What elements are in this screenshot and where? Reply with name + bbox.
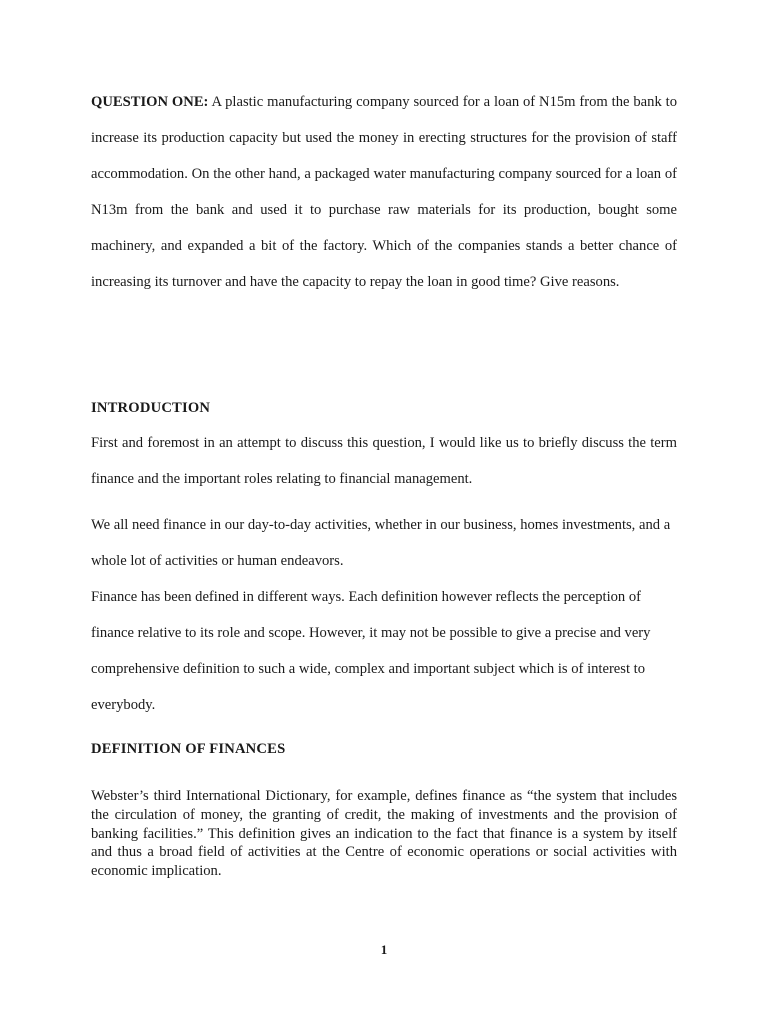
introduction-paragraph-3: Finance has been defined in different ways. Each definition however reflects the perception of finance relative to its role and scope. However, it may not be possible to give a precise and very comprehensive definition to such a wide, complex and important subject which is of interest to everybody. [91, 589, 651, 713]
page-number: 1 [380, 942, 388, 957]
introduction-paragraph-1: First and foremost in an attempt to discuss this question, I would like us to briefly discuss the term finance and the important roles relating to financial management. [91, 435, 677, 487]
introduction-paragraph-2: We all need finance in our day-to-day activities, whether in our business, homes investments, and a whole lot of activities or human endeavors. [91, 517, 671, 569]
definition-heading: DEFINITION OF FINANCES [91, 741, 286, 757]
question-text: A plastic manufacturing company sourced for a loan of N15m from the bank to increase its production capacity but used the money in erecting structures for the provision of staff accommodation. On the other hand, a packaged water manufacturing company sourced for a loan of N13m from the bank and used it to purchase raw materials for its production, bought some machinery, and expanded a bit of the factory. Which of the companies stands a better chance of increasing its turnover and have the capacity to repay the loan in good time? Give reasons. [91, 94, 677, 290]
introduction-heading: INTRODUCTION [91, 400, 211, 416]
definition-paragraph: Webster’s third International Dictionary, for example, defines finance as “the system that includes the circulation of money, the granting of credit, the making of investments and the provision of banking facilities.” This definition gives an indication to the fact that finance is a system by itself and thus a broad field of activities at the Centre of economic operations or social activities with economic implication. [91, 788, 677, 880]
question-paragraph [91, 84, 677, 300]
question-label: QUESTION ONE: [91, 94, 209, 110]
